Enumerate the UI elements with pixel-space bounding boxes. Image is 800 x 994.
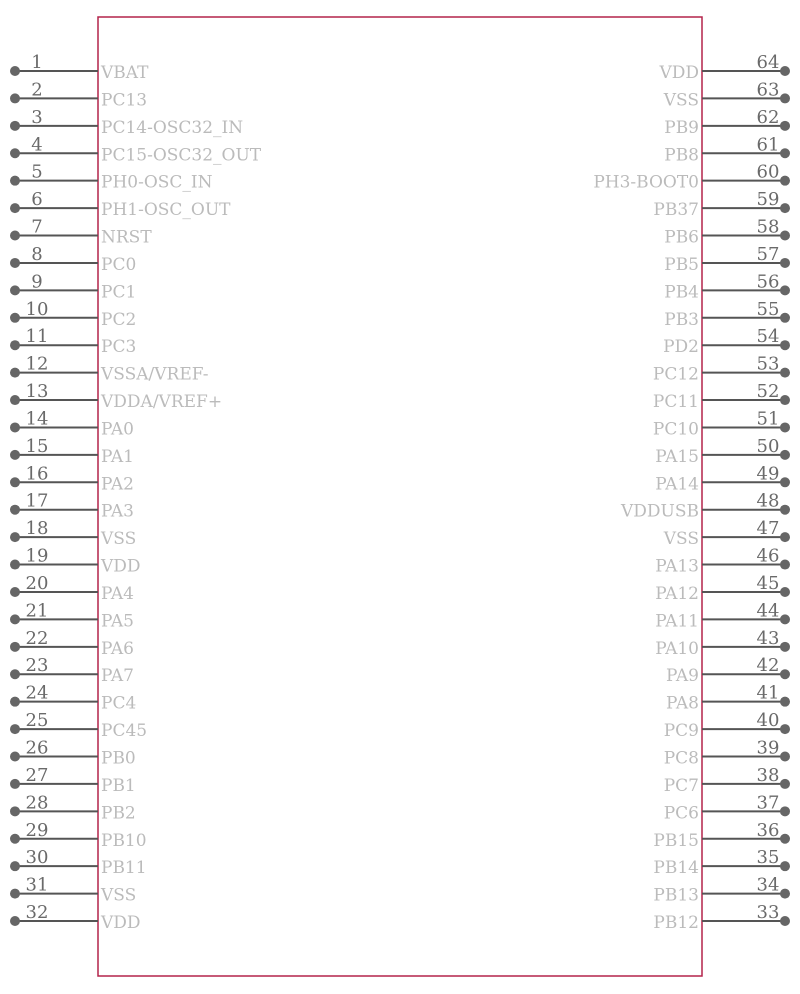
pin-name: PA9 — [666, 666, 699, 687]
pin-35 — [653, 847, 790, 878]
pin-22 — [10, 628, 134, 659]
pin-name: PD2 — [663, 337, 699, 358]
pin-number: 35 — [756, 847, 780, 869]
pin-endpoint-dot[interactable] — [780, 203, 790, 213]
pin-63 — [663, 79, 790, 110]
pin-43 — [655, 628, 790, 659]
pin-name: PA4 — [101, 583, 134, 604]
pin-1 — [10, 52, 149, 83]
pin-18 — [10, 518, 136, 549]
pin-name: VDD — [101, 556, 141, 577]
pin-name: PB6 — [664, 227, 699, 248]
pin-endpoint-dot[interactable] — [780, 148, 790, 158]
pin-number: 37 — [756, 792, 780, 814]
pin-19 — [10, 546, 141, 577]
pin-endpoint-dot[interactable] — [10, 285, 20, 295]
pin-number: 10 — [25, 298, 49, 320]
pin-name: PB37 — [653, 200, 699, 221]
pin-name: PA7 — [101, 666, 134, 687]
pin-54 — [663, 326, 790, 357]
pin-name: NRST — [101, 227, 152, 248]
pin-endpoint-dot[interactable] — [10, 834, 20, 844]
pin-name: PB12 — [653, 913, 699, 934]
pin-number: 22 — [25, 627, 49, 649]
pin-21 — [10, 600, 134, 631]
pin-23 — [10, 655, 134, 686]
pin-number: 31 — [25, 874, 49, 896]
pin-name: PA14 — [655, 474, 699, 495]
pin-name: PA13 — [655, 556, 699, 577]
pin-name: VDD — [101, 913, 141, 934]
pin-number: 9 — [31, 271, 43, 293]
pin-11 — [10, 326, 136, 357]
pin-endpoint-dot[interactable] — [780, 806, 790, 816]
pin-number: 16 — [25, 463, 49, 485]
pin-number: 62 — [756, 106, 780, 128]
pin-number: 39 — [756, 737, 780, 759]
pin-40 — [664, 710, 790, 741]
pin-55 — [664, 299, 790, 330]
pin-name: PB10 — [101, 830, 147, 851]
pin-name: PC12 — [652, 364, 699, 385]
pin-name: PH3-BOOT0 — [593, 172, 699, 193]
pin-number: 26 — [25, 737, 49, 759]
pin-number: 19 — [25, 545, 49, 567]
pin-number: 27 — [25, 764, 49, 786]
pin-64 — [658, 52, 790, 83]
pin-number: 12 — [25, 353, 49, 375]
pin-number: 54 — [756, 326, 780, 348]
pin-number: 23 — [25, 655, 49, 677]
pin-name: PB2 — [101, 803, 136, 824]
pin-endpoint-dot[interactable] — [780, 532, 790, 542]
pin-endpoint-dot[interactable] — [780, 340, 790, 350]
pin-number: 3 — [31, 106, 43, 128]
pin-number: 40 — [756, 710, 780, 732]
pin-endpoint-dot[interactable] — [780, 889, 790, 899]
pin-name: PA15 — [655, 446, 699, 467]
pin-number: 14 — [25, 408, 49, 430]
pin-3 — [10, 107, 243, 138]
pin-endpoint-dot[interactable] — [10, 861, 20, 871]
pin-number: 57 — [756, 243, 780, 265]
pin-endpoint-dot[interactable] — [10, 916, 20, 926]
pin-6 — [10, 189, 231, 220]
pin-62 — [664, 107, 790, 138]
pin-number: 1 — [31, 52, 43, 73]
pin-number: 2 — [31, 79, 43, 101]
pin-5 — [10, 162, 213, 193]
pin-48 — [620, 491, 790, 522]
pin-number: 38 — [756, 764, 780, 786]
pin-name: PA10 — [655, 638, 699, 659]
pin-endpoint-dot[interactable] — [10, 176, 20, 186]
pin-24 — [10, 683, 136, 714]
pin-number: 55 — [756, 298, 780, 320]
pin-13 — [10, 381, 222, 412]
pin-47 — [663, 518, 790, 549]
pin-endpoint-dot[interactable] — [10, 752, 20, 762]
pin-15 — [10, 436, 134, 467]
pin-endpoint-dot[interactable] — [780, 285, 790, 295]
pin-endpoint-dot[interactable] — [780, 258, 790, 268]
pin-58 — [664, 217, 790, 248]
pin-name: VDDUSB — [620, 501, 699, 522]
pin-46 — [655, 546, 790, 577]
pin-name: PC1 — [101, 282, 137, 303]
pin-endpoint-dot[interactable] — [780, 313, 790, 323]
pin-endpoint-dot[interactable] — [10, 258, 20, 268]
pin-name: PB9 — [664, 117, 699, 138]
pin-20 — [10, 573, 134, 604]
pin-number: 63 — [756, 79, 780, 101]
pin-number: 18 — [25, 518, 49, 540]
pin-endpoint-dot[interactable] — [10, 93, 20, 103]
pin-name: PA11 — [655, 611, 699, 632]
pin-name: PH0-OSC_IN — [101, 172, 213, 193]
pin-number: 45 — [756, 572, 780, 594]
pin-59 — [653, 189, 790, 220]
pin-endpoint-dot[interactable] — [10, 477, 20, 487]
pin-name: VSS — [663, 90, 699, 111]
pin-51 — [653, 408, 790, 439]
pin-number: 20 — [25, 572, 49, 594]
pin-9 — [10, 271, 136, 302]
pin-name: PC6 — [663, 803, 699, 824]
pin-endpoint-dot[interactable] — [10, 422, 20, 432]
pin-name: PC14-OSC32_IN — [101, 117, 244, 138]
pin-31 — [10, 875, 136, 906]
pin-endpoint-dot[interactable] — [10, 806, 20, 816]
pin-number: 42 — [756, 655, 780, 677]
pin-name: VSS — [101, 529, 137, 550]
pin-endpoint-dot[interactable] — [780, 505, 790, 515]
pin-name: PC13 — [101, 90, 148, 111]
pin-endpoint-dot[interactable] — [10, 148, 20, 158]
pin-name: PA6 — [101, 638, 134, 659]
pin-52 — [653, 381, 790, 412]
left-pin-group — [10, 52, 262, 933]
pin-name: PH1-OSC_OUT — [101, 200, 231, 221]
pin-34 — [653, 875, 790, 906]
pin-name: PB8 — [664, 145, 699, 166]
pin-endpoint-dot[interactable] — [10, 697, 20, 707]
pin-name: PB5 — [664, 254, 699, 275]
pin-name: PC8 — [663, 748, 699, 769]
pin-49 — [655, 463, 790, 494]
pin-number: 58 — [756, 216, 780, 238]
pin-37 — [664, 792, 790, 823]
pin-endpoint-dot[interactable] — [780, 368, 790, 378]
pin-26 — [10, 738, 136, 769]
pin-30 — [10, 847, 147, 878]
pin-name: PC0 — [101, 254, 137, 275]
pin-endpoint-dot[interactable] — [10, 121, 20, 131]
pin-name: PA2 — [101, 474, 134, 495]
pin-endpoint-dot[interactable] — [10, 889, 20, 899]
pin-name: PC10 — [652, 419, 699, 440]
pin-name: PC15-OSC32_OUT — [101, 145, 262, 166]
pin-name: PC4 — [101, 693, 137, 714]
pin-number: 21 — [25, 600, 49, 622]
pin-name: VBAT — [101, 63, 149, 83]
pin-number: 32 — [25, 902, 49, 924]
pin-42 — [666, 655, 790, 686]
pin-endpoint-dot[interactable] — [780, 66, 790, 76]
pin-name: PB14 — [653, 858, 699, 879]
pin-name: PC3 — [101, 337, 137, 358]
pin-endpoint-dot[interactable] — [780, 587, 790, 597]
pin-28 — [10, 792, 136, 823]
pin-number: 61 — [756, 134, 780, 156]
pin-endpoint-dot[interactable] — [780, 779, 790, 789]
pin-number: 4 — [31, 134, 43, 156]
pin-endpoint-dot[interactable] — [10, 368, 20, 378]
pin-endpoint-dot[interactable] — [780, 560, 790, 570]
pin-number: 34 — [756, 874, 780, 896]
pin-14 — [10, 408, 134, 439]
pin-number: 44 — [756, 600, 780, 622]
pin-33 — [653, 902, 790, 933]
pin-number: 5 — [31, 161, 43, 183]
pin-number: 41 — [756, 682, 780, 704]
pin-name: VSS — [663, 529, 699, 550]
pin-number: 11 — [25, 326, 49, 348]
pin-endpoint-dot[interactable] — [780, 477, 790, 487]
pin-45 — [655, 573, 790, 604]
pin-endpoint-dot[interactable] — [10, 642, 20, 652]
pin-29 — [10, 820, 147, 851]
pin-44 — [655, 600, 790, 631]
pin-number: 13 — [25, 381, 49, 403]
pin-number: 33 — [756, 902, 780, 924]
pin-name: PC2 — [101, 309, 137, 330]
pin-name: PC11 — [652, 392, 699, 413]
pin-number: 7 — [31, 216, 43, 238]
pin-name: PB11 — [101, 858, 147, 879]
pin-name: PA3 — [101, 501, 134, 522]
pin-41 — [666, 683, 790, 714]
pin-endpoint-dot[interactable] — [10, 532, 20, 542]
pin-name: PB0 — [101, 748, 136, 769]
pin-name: VDDA/VREF+ — [101, 392, 223, 413]
pin-endpoint-dot[interactable] — [10, 340, 20, 350]
pin-number: 47 — [756, 518, 780, 540]
pin-endpoint-dot[interactable] — [10, 450, 20, 460]
pin-number: 64 — [756, 52, 780, 73]
pin-endpoint-dot[interactable] — [780, 450, 790, 460]
pin-4 — [10, 134, 262, 165]
pin-number: 50 — [756, 435, 780, 457]
pin-12 — [10, 354, 209, 385]
pin-number: 28 — [25, 792, 49, 814]
pin-56 — [664, 271, 790, 302]
pin-name: PB13 — [653, 885, 699, 906]
pin-number: 25 — [25, 710, 49, 732]
pin-endpoint-dot[interactable] — [780, 916, 790, 926]
pin-name: PA8 — [666, 693, 699, 714]
pin-name: PA0 — [101, 419, 134, 440]
pin-8 — [10, 244, 136, 275]
pin-endpoint-dot[interactable] — [10, 779, 20, 789]
pin-endpoint-dot[interactable] — [780, 642, 790, 652]
pin-39 — [664, 738, 790, 769]
pin-10 — [10, 299, 136, 330]
pin-endpoint-dot[interactable] — [780, 121, 790, 131]
pin-number: 46 — [756, 545, 780, 567]
right-pin-group — [593, 52, 790, 933]
pin-name: PC7 — [663, 775, 699, 796]
pin-36 — [653, 820, 790, 851]
pin-endpoint-dot[interactable] — [10, 231, 20, 241]
pin-name: PB4 — [664, 282, 699, 303]
pin-50 — [655, 436, 790, 467]
pin-name: PC45 — [101, 721, 148, 742]
pin-endpoint-dot[interactable] — [780, 697, 790, 707]
pin-17 — [10, 491, 134, 522]
pin-endpoint-dot[interactable] — [10, 560, 20, 570]
pin-number: 17 — [25, 490, 49, 512]
pin-endpoint-dot[interactable] — [780, 395, 790, 405]
pin-number: 30 — [25, 847, 49, 869]
pin-endpoint-dot[interactable] — [780, 834, 790, 844]
pin-number: 15 — [25, 435, 49, 457]
pin-32 — [10, 902, 141, 933]
pin-number: 36 — [756, 819, 780, 841]
pin-number: 24 — [25, 682, 49, 704]
pin-endpoint-dot[interactable] — [780, 422, 790, 432]
pin-53 — [653, 354, 790, 385]
pin-number: 60 — [756, 161, 780, 183]
pin-endpoint-dot[interactable] — [780, 752, 790, 762]
pin-number: 53 — [756, 353, 780, 375]
pin-endpoint-dot[interactable] — [780, 176, 790, 186]
pin-27 — [10, 765, 136, 796]
pin-number: 51 — [756, 408, 780, 430]
pin-name: VDD — [659, 63, 699, 83]
pin-endpoint-dot[interactable] — [10, 313, 20, 323]
pin-number: 52 — [756, 381, 780, 403]
pin-endpoint-dot[interactable] — [780, 861, 790, 871]
pin-57 — [664, 244, 790, 275]
pin-number: 49 — [756, 463, 780, 485]
pin-endpoint-dot[interactable] — [780, 93, 790, 103]
pin-60 — [593, 162, 790, 193]
pin-7 — [10, 217, 152, 248]
pin-name: VSSA/VREF- — [101, 364, 209, 385]
pin-endpoint-dot[interactable] — [780, 231, 790, 241]
pin-name: PB1 — [101, 775, 136, 796]
pin-name: PA1 — [101, 446, 134, 467]
pin-number: 6 — [31, 189, 43, 211]
pin-endpoint-dot[interactable] — [780, 724, 790, 734]
pin-name: PB15 — [653, 830, 699, 851]
pin-number: 43 — [756, 627, 780, 649]
pin-endpoint-dot[interactable] — [10, 505, 20, 515]
pin-name: PA12 — [655, 583, 699, 604]
pin-name: PC9 — [663, 721, 699, 742]
pin-endpoint-dot[interactable] — [10, 614, 20, 624]
pin-16 — [10, 463, 134, 494]
pin-endpoint-dot[interactable] — [10, 669, 20, 679]
pin-61 — [664, 134, 790, 165]
pin-endpoint-dot[interactable] — [10, 203, 20, 213]
pin-endpoint-dot[interactable] — [10, 66, 20, 76]
pin-number: 56 — [756, 271, 780, 293]
pin-name: PB3 — [664, 309, 699, 330]
pin-endpoint-dot[interactable] — [780, 614, 790, 624]
pin-number: 48 — [756, 490, 780, 512]
pin-number: 8 — [31, 243, 43, 265]
pin-endpoint-dot[interactable] — [10, 395, 20, 405]
pin-number: 59 — [756, 189, 780, 211]
pin-25 — [10, 710, 147, 741]
pin-endpoint-dot[interactable] — [780, 669, 790, 679]
pin-name: VSS — [101, 885, 137, 906]
pin-number: 29 — [25, 819, 49, 841]
pin-2 — [10, 79, 147, 110]
pin-endpoint-dot[interactable] — [10, 587, 20, 597]
pin-endpoint-dot[interactable] — [10, 724, 20, 734]
pin-38 — [664, 765, 790, 796]
pin-name: PA5 — [101, 611, 134, 632]
